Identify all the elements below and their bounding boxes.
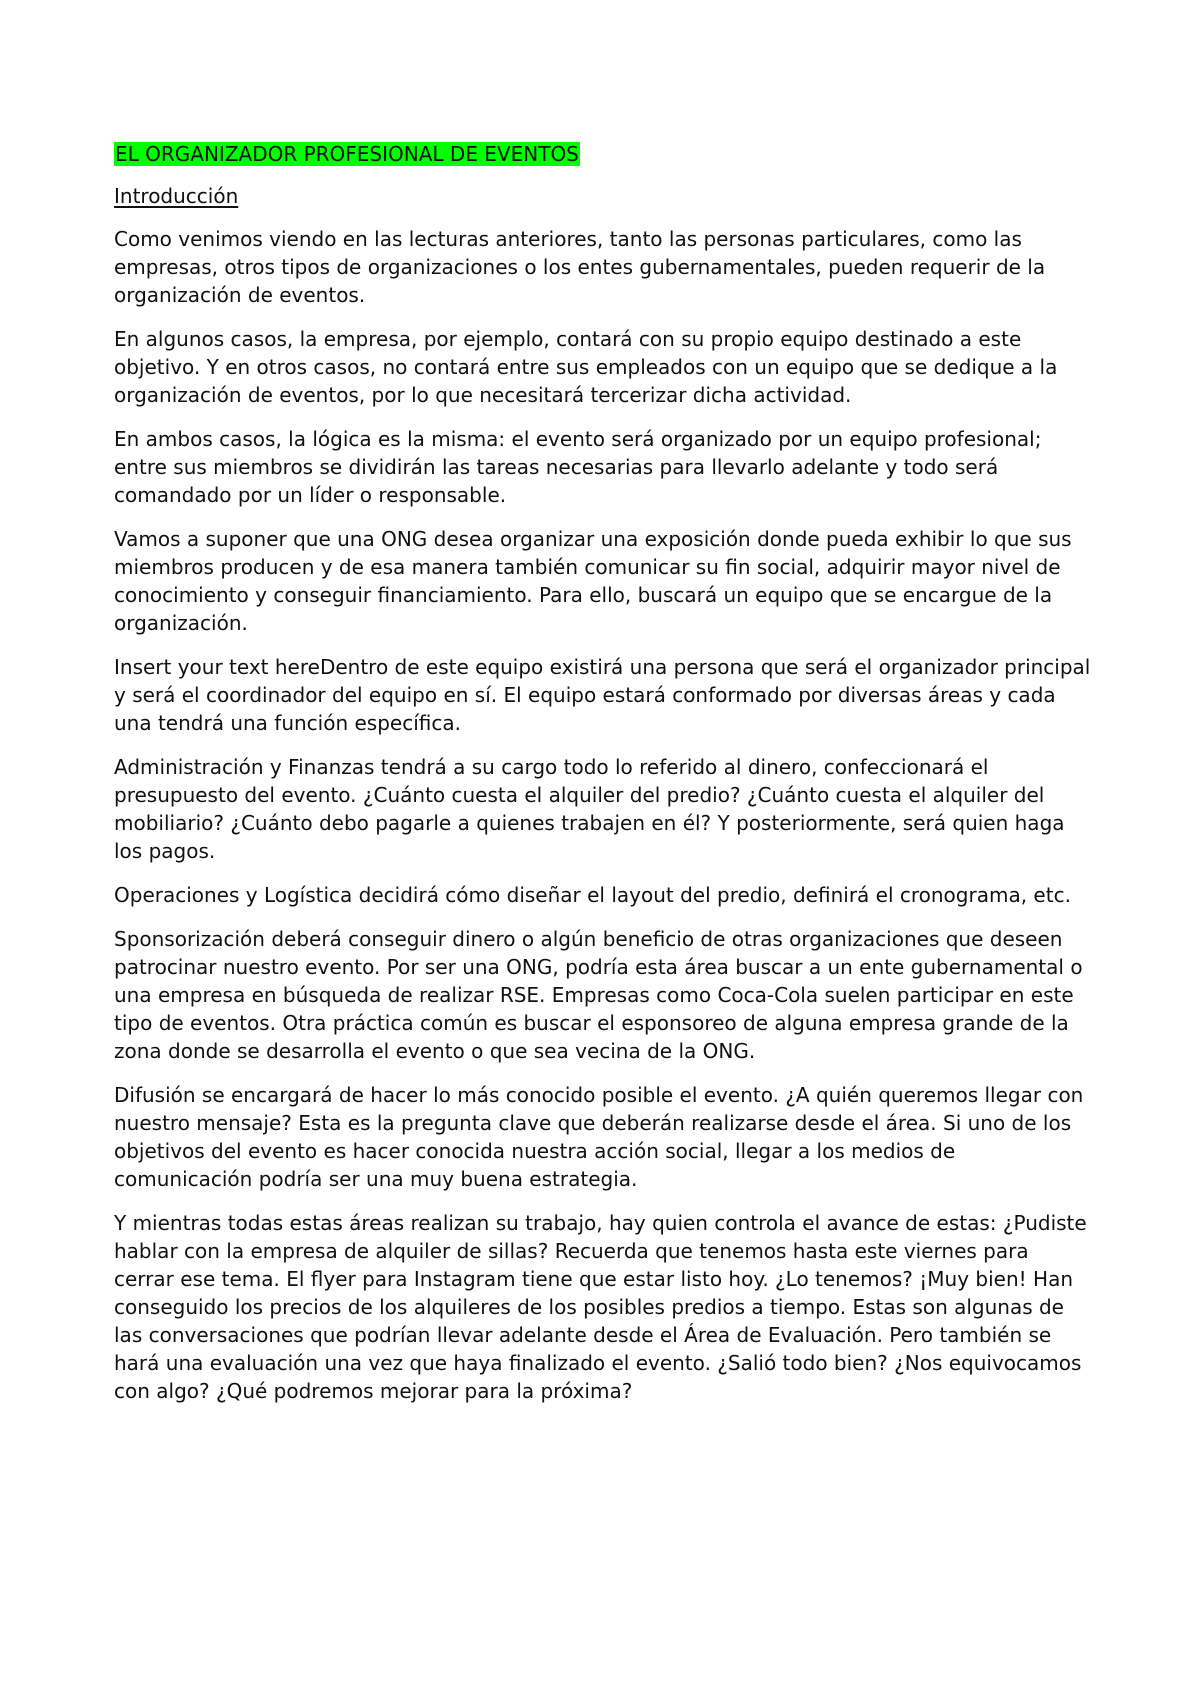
- paragraph-3: En ambos casos, la lógica es la misma: el evento será organizado por un equipo profesional; entre sus miembros se dividirán las tareas necesarias para llevarlo adelante y todo será comandado por un líder o responsable.: [114, 427, 1042, 507]
- paragraph-4: Vamos a suponer que una ONG desea organizar una exposición donde pueda exhibir lo que sus miembros producen y de esa manera también comunicar su fin social, adquirir mayor nivel de conocimiento y conseguir financiamiento. Para ello, buscará un equipo que se encargue de la organización.: [114, 527, 1072, 635]
- paragraph-6: Administración y Finanzas tendrá a su cargo todo lo referido al dinero, confeccionará el presupuesto del evento. ¿Cuánto cuesta el alquiler del predio? ¿Cuánto cuesta el alquiler del mobiliario? ¿Cuánto debo pagarle a quienes trabajen en él? Y posteriormente, será quien haga los pagos.: [114, 755, 1065, 863]
- paragraph-9: Difusión se encargará de hacer lo más conocido posible el evento. ¿A quién queremos llegar con nuestro mensaje? Esta es la pregunta clave que deberán realizarse desde el área. Si uno de los objetivos del evento es hacer conocida nuestra acción social, llegar a los medios de comunicación podría ser una muy buena estrategia.: [114, 1083, 1084, 1191]
- section-heading: Introducción: [114, 184, 239, 208]
- document-title-text: EL ORGANIZADOR PROFESIONAL DE EVENTOS: [115, 142, 579, 166]
- paragraph-7: Operaciones y Logística decidirá cómo diseñar el layout del predio, definirá el cronograma, etc.: [114, 883, 1071, 907]
- document-title: [114, 140, 1094, 168]
- paragraph-10: Y mientras todas estas áreas realizan su trabajo, hay quien controla el avance de estas: ¿Pudiste hablar con la empresa de alquiler de sillas? Recuerda que tenemos hasta este viernes para cerrar ese tema. El flyer para Instagram tiene que estar listo hoy. ¿Lo tenemos? ¡Muy bien! Han conseguido los precios de los alquileres de los posibles predios a tiempo. Estas son algunas de las conversaciones que podrían llevar adelante desde el Área de Evaluación. Pero también se hará una evaluación una vez que haya finalizado el evento. ¿Salió todo bien? ¿Nos equivocamos con algo? ¿Qué podremos mejorar para la próxima?: [114, 1211, 1087, 1403]
- paragraph-8: Sponsorización deberá conseguir dinero o algún beneficio de otras organizaciones que deseen patrocinar nuestro evento. Por ser una ONG, podría esta área buscar a un ente gubernamental o una empresa en búsqueda de realizar RSE. Empresas como Coca-Cola suelen participar en este tipo de eventos. Otra práctica común es buscar el esponsoreo de alguna empresa grande de la zona donde se desarrolla el evento o que sea vecina de la ONG.: [114, 927, 1083, 1063]
- document-body: [114, 140, 1094, 1421]
- paragraph-5: Insert your text hereDentro de este equipo existirá una persona que será el organizador principal y será el coordinador del equipo en sí. El equipo estará conformado por diversas áreas y cada una tendrá una función específica.: [114, 655, 1091, 735]
- paragraph-1: Como venimos viendo en las lecturas anteriores, tanto las personas particulares, como las empresas, otros tipos de organizaciones o los entes gubernamentales, pueden requerir de la organización de eventos.: [114, 227, 1046, 307]
- paragraph-2: En algunos casos, la empresa, por ejemplo, contará con su propio equipo destinado a este objetivo. Y en otros casos, no contará entre sus empleados con un equipo que se dedique a la organización de eventos, por lo que necesitará tercerizar dicha actividad.: [114, 327, 1058, 407]
